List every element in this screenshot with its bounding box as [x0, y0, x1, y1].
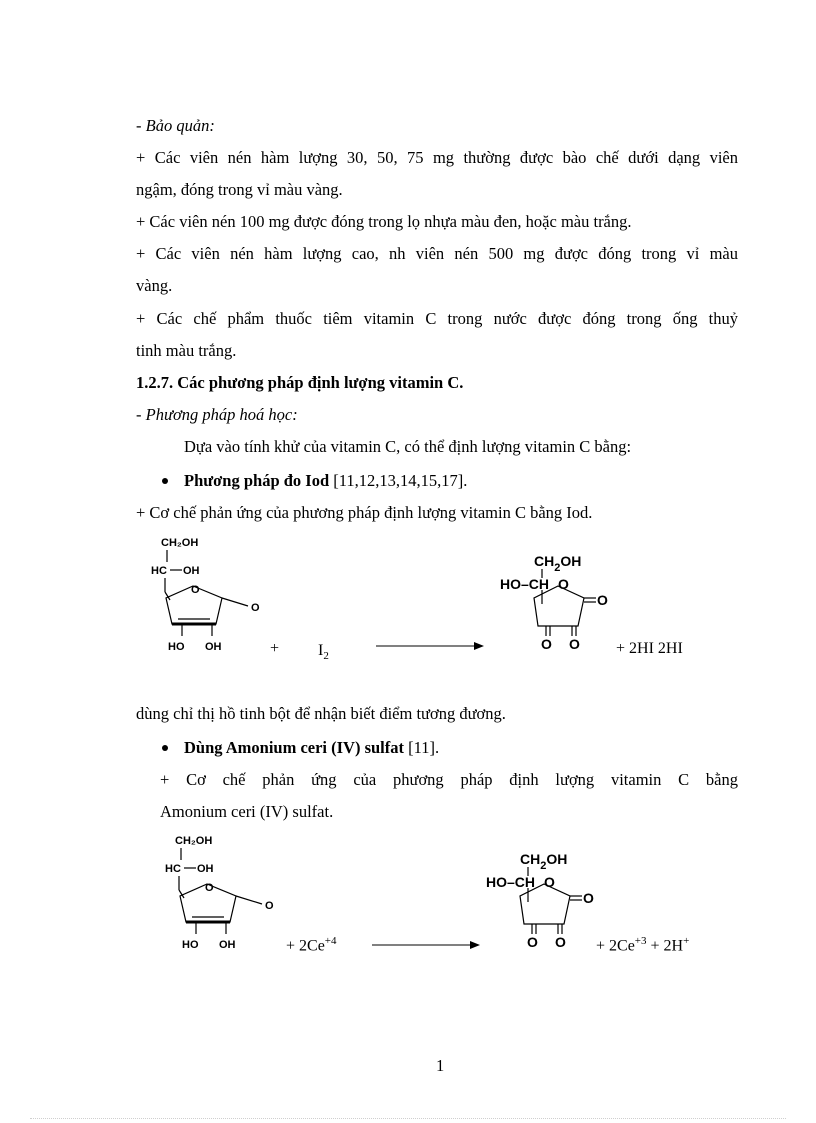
iodine-mechanism: + Cơ chế phản ứng của phương pháp định lượng vitamin C bằng Iod. [136, 503, 593, 522]
carbonyl-o-label-2: O [265, 900, 274, 912]
iodine-reagent-symbol: I [318, 642, 324, 659]
product-hoch-label-2: HO–CH [486, 874, 536, 890]
reaction-arrow [374, 640, 486, 652]
page-number: 1 [436, 1056, 445, 1075]
oh-label-4: OH [219, 939, 236, 951]
storage-heading: - Bảo quản: [136, 116, 215, 135]
cerium-mech-line1: + Cơ chế phản ứng của phương pháp định lượng vitamin C bằng [160, 770, 738, 789]
iodine-reagent-sub: 2 [323, 650, 329, 663]
ch2oh-label-2: CH₂OH [175, 835, 213, 847]
product-ring-o-2: O [544, 874, 555, 890]
product-carbonyl-o: O [597, 592, 608, 608]
product-carbonyl-o-2: O [583, 890, 594, 906]
product-ring-o: O [558, 576, 569, 592]
product-o-3b: O [527, 934, 538, 950]
storage-p3-line1: + Các viên nén hàm lượng cao, nh viên nén 500 mg được đóng trong vỉ màu [136, 244, 738, 263]
cerium-prod1: + 2Ce [596, 937, 635, 955]
product-o-4b: O [555, 934, 566, 950]
ho-label-2: HO [182, 939, 199, 951]
storage-p4-line2: tinh màu trắng. [136, 341, 237, 360]
cerium-bullet [184, 738, 439, 758]
ring-o-label-2: O [205, 882, 214, 894]
dehydroascorbic-acid-structure-2 [482, 846, 607, 954]
cerium-bullet-title: Dùng Amonium ceri (IV) sulfat [184, 738, 405, 757]
iodine-reagent [318, 642, 329, 662]
storage-p3-line2: vàng. [136, 276, 173, 295]
iodine-plus: + [270, 640, 280, 657]
product-ch2oh-label: $CH_2OH$ [534, 553, 582, 574]
product-ch2oh-label-2: $CH_2OH$ [520, 851, 568, 872]
iodine-bullet-refs: [11,12,13,14,15,17]. [329, 471, 468, 490]
carbonyl-o-label: O [251, 602, 260, 614]
cerium-mech-line2: Amonium ceri (IV) sulfat. [160, 802, 334, 821]
bullet-dot [162, 478, 168, 484]
iodine-bullet [184, 471, 467, 491]
oh-label: OH [183, 565, 200, 577]
dehydroascorbic-acid-structure [496, 548, 621, 656]
cerium-reagent-sup: +4 [324, 935, 337, 947]
hc-label-2: HC [165, 863, 181, 875]
cerium-reagent [286, 935, 337, 955]
hc-label: HC [151, 565, 167, 577]
cerium-prod2-sup: + [683, 935, 690, 947]
storage-p1-line2: ngậm, đóng trong vỉ màu vàng. [136, 180, 343, 199]
storage-p2: + Các viên nén 100 mg được đóng trong lọ nhựa màu đen, hoặc màu trắng. [136, 212, 632, 231]
storage-p1-line1: + Các viên nén hàm lượng 30, 50, 75 mg thường được bào chế dưới dạng viên [136, 148, 738, 167]
storage-p4-line1: + Các chế phẩm thuốc tiêm vitamin C trong nước được đóng trong ống thuỷ [136, 309, 738, 328]
cerium-products [596, 935, 689, 955]
ring-o-label: O [191, 584, 200, 596]
bullet-dot-2 [162, 745, 168, 751]
section-intro: Dựa vào tính khử của vitamin C, có thể định lượng vitamin C bằng: [184, 437, 632, 456]
oh-label-3: OH [197, 863, 214, 875]
oh-label-2: OH [205, 641, 222, 653]
cerium-bullet-refs: [11]. [404, 738, 440, 757]
product-o-3: O [541, 636, 552, 652]
product-o-4: O [569, 636, 580, 652]
ho-label: HO [168, 641, 185, 653]
page-bottom-rule [30, 1118, 786, 1119]
section-title: 1.2.7. Các phương pháp định lượng vitamin C. [136, 373, 464, 392]
ch2oh-label: CH₂OH [161, 537, 199, 549]
cerium-reagent-symbol: + 2Ce [286, 937, 325, 955]
ascorbic-acid-structure [148, 528, 278, 658]
ascorbic-acid-structure-2 [162, 826, 292, 956]
cerium-prod2: + 2H [646, 937, 684, 955]
chem-method-label: - Phương pháp hoá học: [136, 405, 298, 424]
cerium-prod1-sup: +3 [634, 935, 647, 947]
reaction-arrow-2 [370, 939, 482, 951]
product-hoch-label: HO–CH [500, 576, 550, 592]
iodine-indicator: dùng chỉ thị hồ tinh bột để nhận biết điểm tương đương. [136, 704, 506, 723]
iodine-bullet-title: Phương pháp đo Iod [184, 471, 330, 490]
iodine-products: + 2HI 2HI [616, 640, 683, 657]
